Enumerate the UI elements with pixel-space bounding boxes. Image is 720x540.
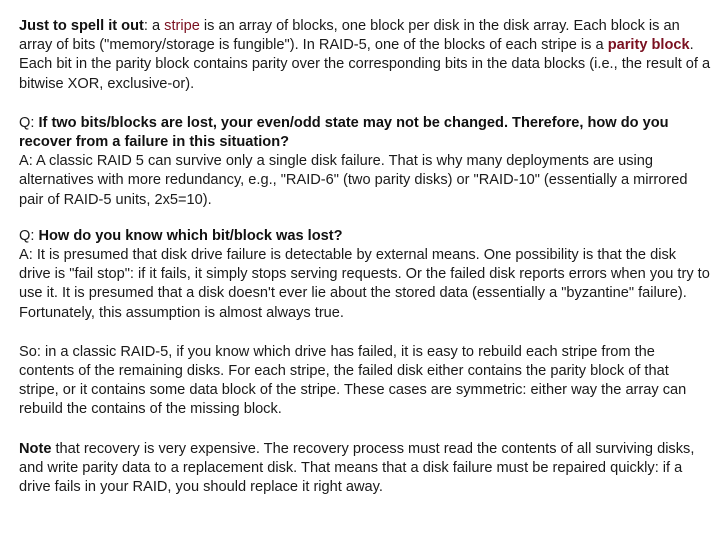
slide-body xyxy=(19,17,711,517)
question-prefix: Q: xyxy=(19,227,39,244)
note-lead: Note xyxy=(19,440,52,457)
lead-phrase: Just to spell it out xyxy=(19,18,144,34)
qa-which-block-lost xyxy=(19,227,711,323)
note-text: that recovery is very expensive. The recovery process must read the contents of all surviving disks, and write parity data to a replacement disk. That means that a disk failure must be repaired quickly: if a drive fails in your RAID, you should replace it right away. xyxy=(19,440,695,496)
term-stripe: stripe xyxy=(164,18,200,34)
rebuild-paragraph: So: in a classic RAID-5, if you know which drive has failed, it is easy to rebuild each stripe from the contents of the remaining disks. For each stripe, the failed disk either contains the parity block of that stripe, or it contains some data block of the stripe. These cases are symmetric: either way the array can rebuild the contains of the missing block. xyxy=(19,343,687,418)
question-text: How do you know which bit/block was lost? xyxy=(38,227,343,244)
question xyxy=(19,114,711,152)
text-fragment: : a xyxy=(143,18,165,34)
term-parity-block: parity block xyxy=(607,37,690,54)
recovery-note-paragraph xyxy=(19,440,711,498)
question xyxy=(19,227,711,246)
question-text: If two bits/blocks are lost, your even/odd state may not be changed. Therefore, how do you recover from a failure in this situation? xyxy=(19,114,669,151)
text-fragment: . Each bit in the parity block contains parity over the corresponding bits in the data blocks (i.e., the result of a bitwise XOR, exclusive-or). xyxy=(19,37,711,92)
text-fragment: is an array of blocks, one block per disk in the disk array. Each block is an array of bits ("memory/storage is fungible"). In RAID-5, one of the blocks of each stripe is a xyxy=(19,18,680,54)
answer: A: It is presumed that disk drive failure is detectable by external means. One possibility is that the disk drive is "fail stop": if it fails, it simply stops serving requests. Or the failed disk reports errors when you try to use it. It is presumed that a disk doesn't ever lie about the stored data (essentially a "byzantine" failure). Fortunately, this assumption is almost always true. xyxy=(19,247,710,321)
answer: A: A classic RAID 5 can survive only a single disk failure. That is why many deployments are using alternatives with more redundancy, e.g., "RAID-6" (two parity disks) or "RAID-10" (essentially a mirrored pair of RAID-5 units, 2x5=10). xyxy=(19,153,688,208)
stripe-definition-paragraph xyxy=(19,17,711,94)
qa-two-failures xyxy=(19,114,711,210)
question-prefix: Q: xyxy=(19,114,39,131)
